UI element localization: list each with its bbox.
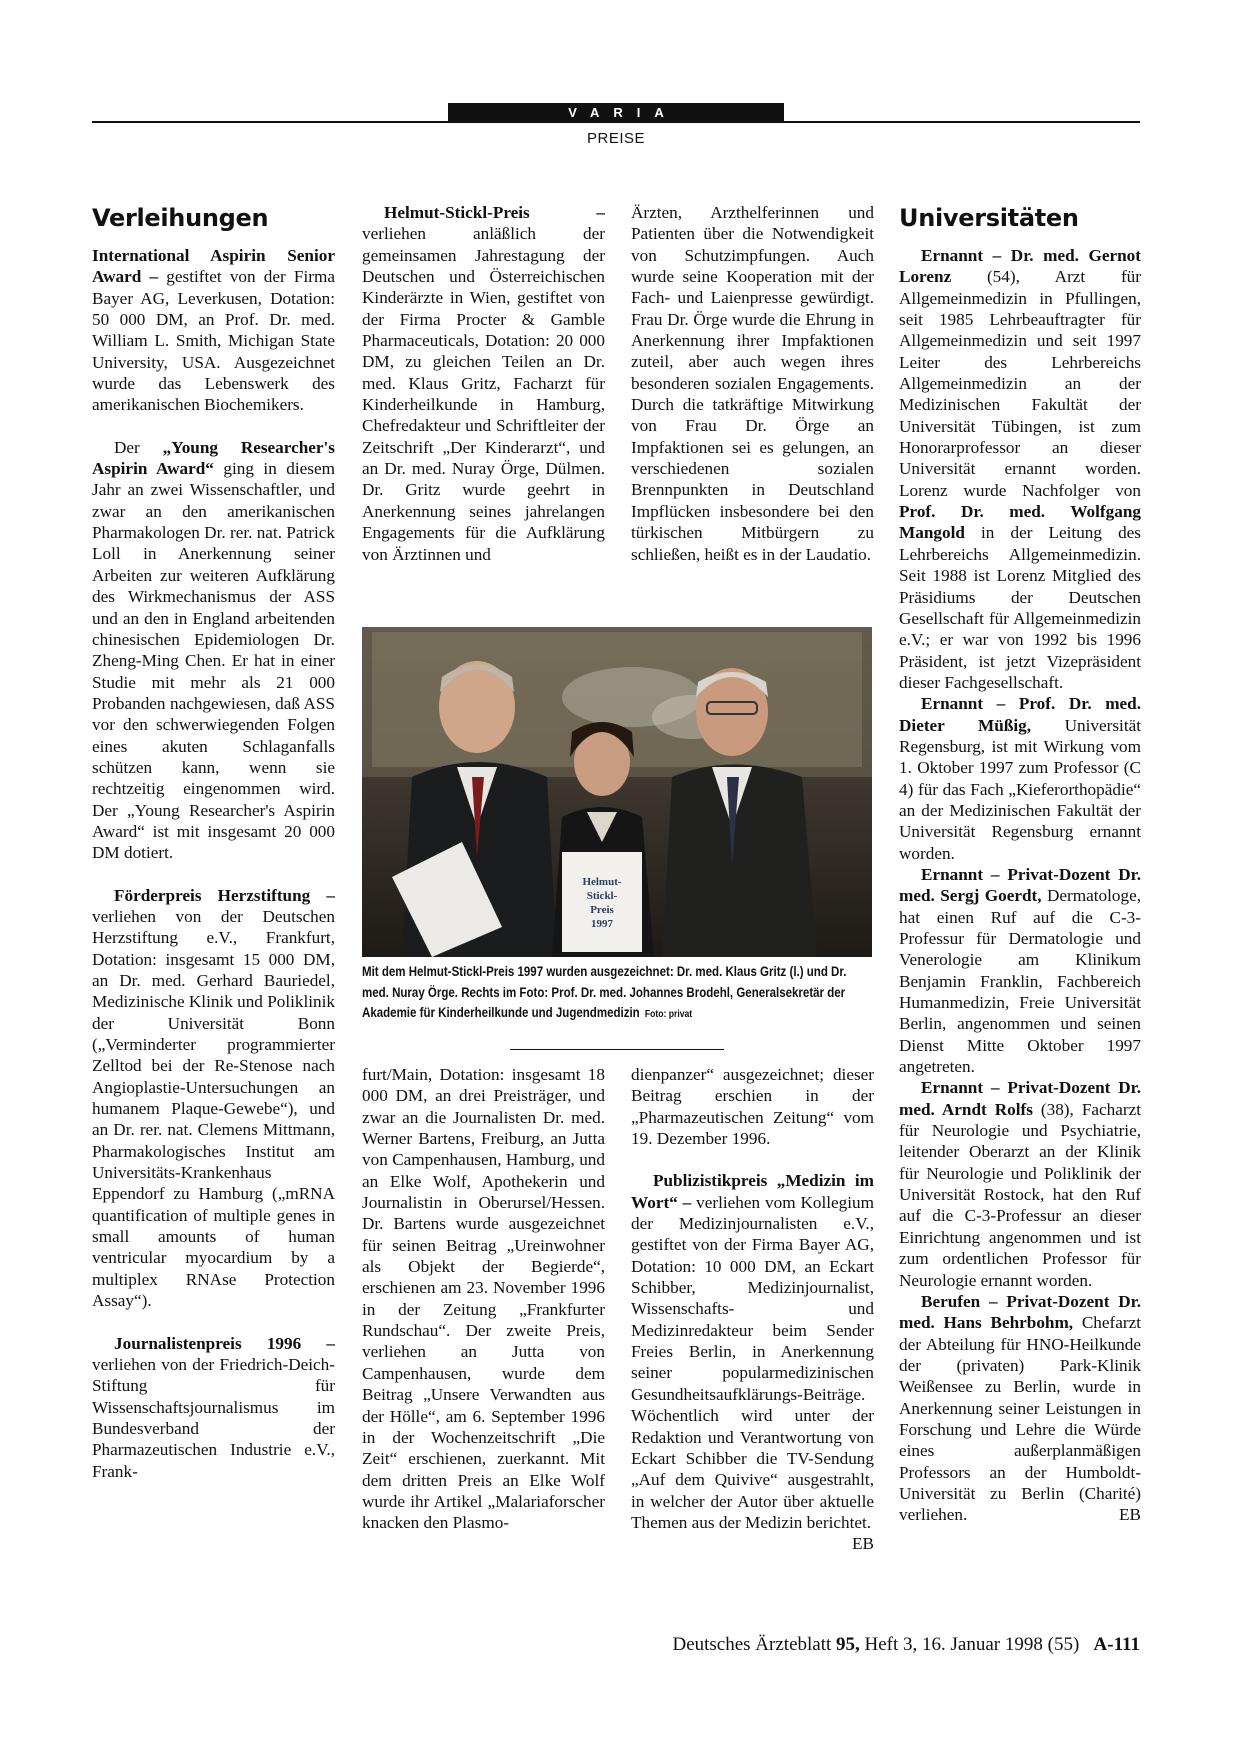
heading-verleihungen: Verleihungen: [92, 204, 269, 232]
column-1: [92, 245, 335, 1482]
paragraph-young-researcher: Der „Young Researcher's Aspirin Award“ ging in diesem Jahr an zwei Wissenschaftler, und zwar an den amerikanischen Pharmakologen Dr. rer. nat. Patrick Loll in Anerkennung seiner Arbeiten zur weiteren Aufklärung des Wirkmechanismus der ASS und an den in England arbeitenden chinesischen Epidemiologen Dr. Zheng-Ming Chen. Er hat in einer Studie mit mehr als 21 000 Probanden nachgewiesen, daß ASS vor den schwerwiegenden Folgen eines akuten Schlaganfalls schützen kann, wenn sie rechtzeitig eingenommen wird. Der „Young Researcher's Aspirin Award“ ist mit insgesamt 20 000 DM dotiert.: [92, 437, 335, 863]
paragraph-stickl-preis: Helmut-Stickl-Preis – verliehen anläßlich der gemeinsamen Jahrestagung der Deutschen und Österreichischen Kinderärzte in Wien, gestiftet von der Firma Procter & Gamble Pharmaceuticals, Dotation: 20 000 DM, zu gleichen Teilen an Dr. med. Klaus Gritz, Facharzt für Kinderheilkunde in Hamburg, Chefredakteur und Schriftleiter der Zeitschrift „Der Kinderarzt“, und an Dr. med. Nuray Örge, Dülmen. Dr. Gritz wurde geehrt in Anerkennung seines jahrelangen Engagements für die Aufklärung von Ärztinnen und: [362, 203, 605, 564]
journal-name: Deutsches Ärzteblatt: [672, 1634, 832, 1655]
paragraph-journalistenpreis: Journalistenpreis 1996 – verliehen von der Friedrich-Deich-Stiftung für Wissenschaftsjournalismus im Bundesverband der Pharmazeutischen Industrie e.V., Frank-: [92, 1333, 335, 1481]
paragraph-journalistenpreis-end: dienpanzer“ ausgezeichnet; dieser Beitrag erschien in der „Pharmazeutischen Zeitung“ vom 19. Dezember 1996.: [631, 1065, 874, 1149]
appointment-title: Ernannt – Dr. med. Gernot Lorenz: [899, 246, 1141, 287]
paragraph-aspirin-senior: International Aspirin Senior Award – gestiftet von der Firma Bayer AG, Leverkusen, Dotation: 50 000 DM, an Prof. Dr. med. William L. Smith, Michigan State University, USA. Ausgezeichnet wurde das Lebenswerk des amerikanischen Biochemikers.: [92, 246, 335, 415]
award-photo: [362, 627, 872, 957]
appointment-title: Ernannt – Prof. Dr. med. Dieter Müßig,: [899, 694, 1141, 735]
award-title: „Young Researcher's Aspirin Award“: [92, 437, 335, 479]
award-photo-image: [362, 627, 872, 957]
svg-text:Stickl-: Stickl-: [586, 890, 618, 902]
subsection-label: PREISE: [586, 130, 646, 147]
heading-universitaeten: Universitäten: [899, 204, 1079, 232]
column-2-top: [362, 202, 605, 565]
award-sign-text: Helmut-: [582, 876, 622, 888]
award-title: Förderpreis Herzstiftung –: [114, 885, 335, 905]
author-sign: EB: [852, 1534, 874, 1554]
paragraph-journalistenpreis-continued: furt/Main, Dotation: insgesamt 18 000 DM, an drei Preisträger, und zwar an die Journalisten Dr. med. Werner Bartens, Freiburg, an Jutta von Campenhausen, Hamburg, und an Elke Wolf, Apothekerin und Journalistin in Oberursel/Hessen. Dr. Bartens wurde ausgezeichnet für seinen Beitrag „Ureinwohner als Objekt der Begierde“, erschienen am 23. November 1996 in der Zeitung „Frankfurter Rundschau“. Der zweite Preis, verliehen an Jutta von Campenhausen, wurde dem Beitrag „Unsere Verwandten aus der Hölle“, am 6. September 1996 in der Wochenzeitschrift „Die Zeit“ erschienen, zuerkannt. Mit dem dritten Preis an Elke Wolf wurde ihr Artikel „Malariaforscher knacken den Plasmo-: [362, 1065, 605, 1533]
photo-credit: Foto: privat: [644, 1009, 693, 1021]
column-2-bottom: [362, 1064, 605, 1534]
paragraph-behrbohm: Berufen – Privat-Dozent Dr. med. Hans Behrbohm, Chefarzt der Abteilung für HNO-Heilkunde der (privaten) Park-Klinik Weißensee zu Berlin, wurde in Anerkennung seiner Leistungen in Forschung und Lehre die Würde eines außerplanmäßigen Professors an der Humboldt-Universität zu Berlin (Charité) verliehen. EB: [899, 1291, 1141, 1525]
paragraph-goerdt: Ernannt – Privat-Dozent Dr. med. Sergj Goerdt, Dermatologe, hat einen Ruf auf die C-3-Professur für Dermatologie und Venerologie am Klinikum Benjamin Franklin, Fachbereich Humanmedizin, Freie Universität Berlin, angenommen und seinen Dienst Mitte Oktober 1997 angetreten.: [899, 864, 1141, 1077]
volume-number: 95,: [836, 1634, 860, 1655]
award-title: International Aspirin Senior Award –: [92, 246, 335, 287]
photo-caption: Mit dem Helmut-Stickl-Preis 1997 wurden ausgezeichnet: Dr. med. Klaus Gritz (l.) und Dr. med. Nuray Örge. Rechts im Foto: Prof. Dr. med. Johannes Brodehl, Generalsekretär der Akademie für Kinderheilkunde und Jugendmedizin Foto: privat: [362, 964, 847, 1021]
section-label: VARIA: [448, 103, 784, 123]
paragraph-muessig: Ernannt – Prof. Dr. med. Dieter Müßig, Universität Regensburg, ist mit Wirkung vom 1. Oktober 1997 zum Professor (C 4) für das Fach „Kieferorthopädie“ an der Medizinischen Fakultät der Universität Regensburg ernannt worden.: [899, 694, 1141, 863]
paragraph-lorenz: Ernannt – Dr. med. Gernot Lorenz (54), Arzt für Allgemeinmedizin in Pfullingen, seit 1985 Lehrbeauftragter für Allgemeinmedizin und seit 1997 Leiter des Lehrbereichs Allgemeinmedizin an der Medizinischen Fakultät der Universität Tübingen, ist zum Honorarprofessor an dieser Universität ernannt worden. Lorenz wurde Nachfolger von Prof. Dr. med. Wolfgang Mangold in der Leitung des Lehrbereichs Allgemeinmedizin. Seit 1988 ist Lorenz Mitglied des Präsidiums der Deutschen Gesellschaft für Allgemeinmedizin e.V.; er war von 1992 bis 1996 Präsident, ist jetzt Vizepräsident dieser Fachgesellschaft.: [899, 246, 1141, 692]
appointment-title: Ernannt – Privat-Dozent Dr. med. Sergj Goerdt,: [899, 864, 1141, 906]
svg-text:1997: 1997: [591, 918, 613, 930]
paragraph-herzstiftung: Förderpreis Herzstiftung – verliehen von der Deutschen Herzstiftung e.V., Frankfurt, Dotation: insgesamt 15 000 DM, an Dr. med. Gerhard Bauriedel, Medizinische Klinik und Poliklinik der Universität Bonn („Verminderter programmierter Zelltod bei der Re-Stenose nach Angioplastie-Untersuchungen an humanem Plaque-Gewebe“), und an Dr. rer. nat. Clemens Mittmann, Pharmakologisches Institut am Universitäts-Krankenhaus Eppendorf zu Hamburg („mRNA quantification of multiple genes in small amounts of human ventricular myocardium by a multiplex RNAse Protection Assay“).: [92, 885, 336, 1311]
caption-rule: [510, 1049, 724, 1050]
svg-text:Preis: Preis: [590, 904, 614, 916]
paragraph-publizistikpreis: Publizistikpreis „Medizin im Wort“ – verliehen vom Kollegium der Medizinjournalisten e.V., gestiftet von der Firma Bayer AG, Dotation: 10 000 DM, an Eckart Schibber, Medizinjournalist, Wissenschafts- und Medizinredakteur beim Sender Freies Berlin, in Anerkennung seiner popularmedizinischen Gesundheitsaufklärungs-Beiträge. Wöchentlich wird unter der Redaktion und Verantwortung von Eckart Schibber die TV-Sendung „Auf dem Quivive“ ausgestrahlt, in welcher der Autor über aktuelle Themen aus der Medizin berichtet. EB: [631, 1171, 875, 1554]
page-footer: [620, 1634, 1140, 1656]
award-title: Publizistikpreis „Medizin im Wort“ –: [631, 1171, 874, 1212]
page-number: A-111: [1093, 1634, 1140, 1655]
column-3-bottom: [631, 1064, 874, 1555]
author-sign: EB: [1119, 1505, 1141, 1525]
paragraph-stickl-continued: Ärzten, Arzthelferinnen und Patienten über die Notwendigkeit von Schutzimpfungen. Auch wurde seine Kooperation mit der Fach- und Laienpresse gewürdigt. Frau Dr. Örge wurde die Ehrung in Anerkennung ihrer Impfaktionen zuteil, aber auch wegen ihres besonderen sozialen Engagements. Durch die tatkräftige Mitwirkung von Frau Dr. Örge an Impfaktionen sei es gelungen, an verschiedenen sozialen Brennpunkten in Deutschland Impflücken insbesondere bei den türkischen Mitbürgern zu schließen, heißt es in der Laudatio.: [631, 203, 874, 564]
award-title: Journalistenpreis 1996 –: [114, 1333, 335, 1353]
appointment-title: Ernannt – Privat-Dozent Dr. med. Arndt Rolfs: [899, 1078, 1141, 1119]
issue-info: Heft 3, 16. Januar 1998 (55): [864, 1634, 1080, 1655]
column-4: [899, 245, 1141, 1526]
appointment-title: Berufen – Privat-Dozent Dr. med. Hans Behrbohm,: [899, 1291, 1141, 1333]
paragraph-rolfs: Ernannt – Privat-Dozent Dr. med. Arndt Rolfs (38), Facharzt für Neurologie und Psychiatrie, leitender Oberarzt an der Klinik für Neurologie und Poliklinik der Universität Rostock, hat den Ruf auf die C-3-Professur an dieser Einrichtung angenommen und ist zum ordentlichen Professor für Neurologie ernannt worden.: [899, 1078, 1141, 1290]
column-3-top: [631, 202, 874, 565]
award-title: Helmut-Stickl-Preis –: [384, 203, 605, 222]
